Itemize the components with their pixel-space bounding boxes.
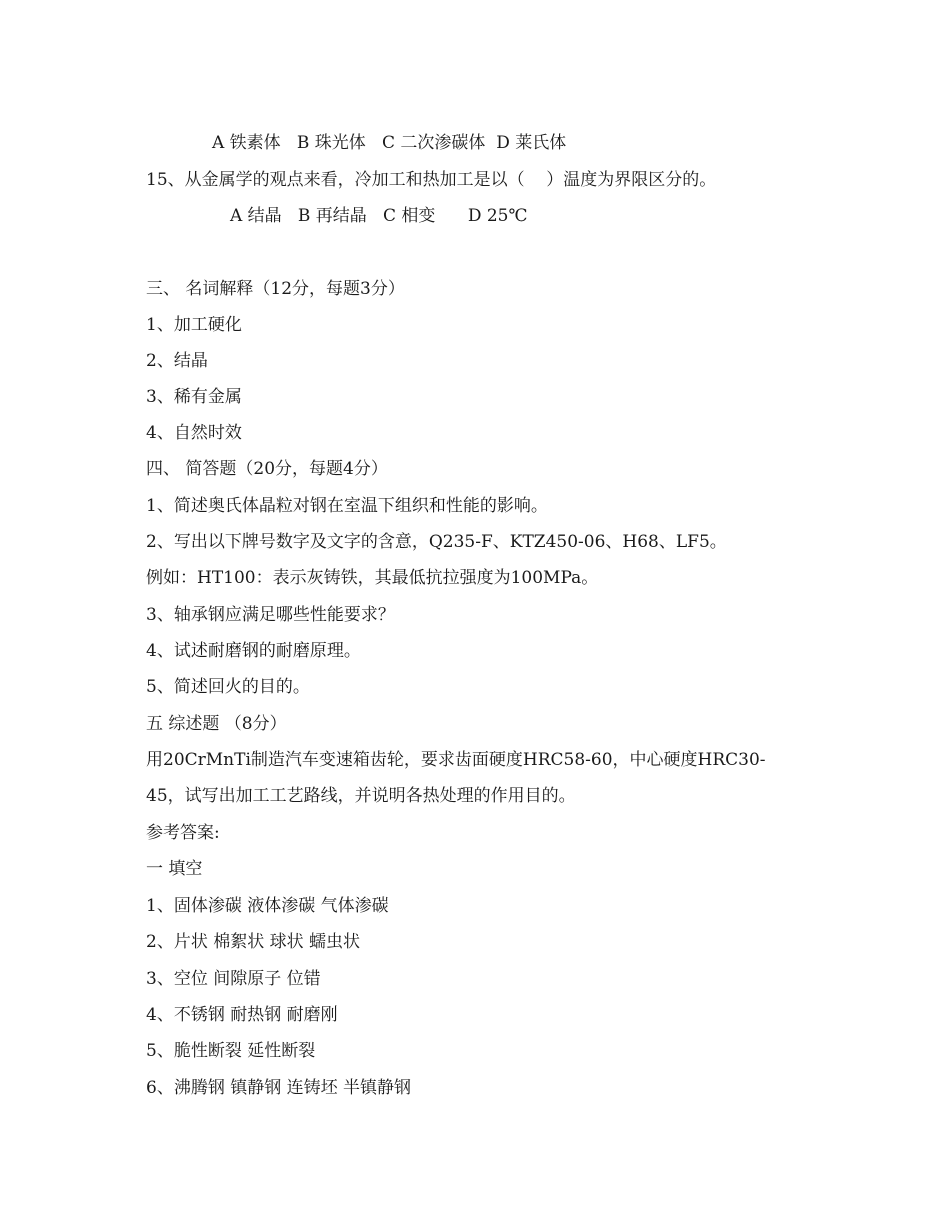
answer-item: 4、不锈钢 耐热钢 耐磨刚 <box>146 1005 338 1025</box>
section4-example: 例如：HT100：表示灰铸铁，其最低抗拉强度为100MPa。 <box>146 568 599 588</box>
section3-heading: 三、 名词解释（12分，每题3分） <box>146 279 405 299</box>
answer-item: 3、空位 间隙原子 位错 <box>146 969 321 989</box>
q14-options: A 铁素体 B 珠光体 C 二次渗碳体 D 莱氏体 <box>212 133 567 153</box>
section5-heading: 五 综述题 （8分） <box>146 714 287 734</box>
q15-stem: 15、从金属学的观点来看，冷加工和热加工是以（ ）温度为界限区分的。 <box>146 170 717 190</box>
answers-heading: 参考答案: <box>146 823 220 843</box>
answer-item: 1、固体渗碳 液体渗碳 气体渗碳 <box>146 896 389 916</box>
section4-heading: 四、 简答题（20分，每题4分） <box>146 459 388 479</box>
section3-item: 3、稀有金属 <box>146 387 242 407</box>
section4-item: 2、写出以下牌号数字及文字的含意，Q235-F、KTZ450-06、H68、LF5。 <box>146 532 727 552</box>
section3-item: 1、加工硬化 <box>146 315 242 335</box>
section5-line: 用20CrMnTi制造汽车变速箱齿轮，要求齿面硬度HRC58-60，中心硬度HRC30- <box>146 750 766 770</box>
answers-subheading: 一 填空 <box>146 859 203 879</box>
section4-item: 1、简述奥氏体晶粒对钢在室温下组织和性能的影响。 <box>146 496 548 516</box>
section4-item: 5、简述回火的目的。 <box>146 677 310 697</box>
q15-options: A 结晶 B 再结晶 C 相变 D 25℃ <box>230 206 528 226</box>
section4-item: 4、试述耐磨钢的耐磨原理。 <box>146 641 361 661</box>
section3-item: 2、结晶 <box>146 351 208 371</box>
section5-line: 45，试写出加工工艺路线，并说明各热处理的作用目的。 <box>146 786 576 806</box>
answer-item: 2、片状 棉絮状 球状 蠕虫状 <box>146 932 361 952</box>
section4-item: 3、轴承钢应满足哪些性能要求？ <box>146 605 395 625</box>
answer-item: 5、脆性断裂 延性断裂 <box>146 1041 316 1061</box>
answer-item: 6、沸腾钢 镇静钢 连铸坯 半镇静钢 <box>146 1078 412 1098</box>
section3-item: 4、自然时效 <box>146 423 242 443</box>
